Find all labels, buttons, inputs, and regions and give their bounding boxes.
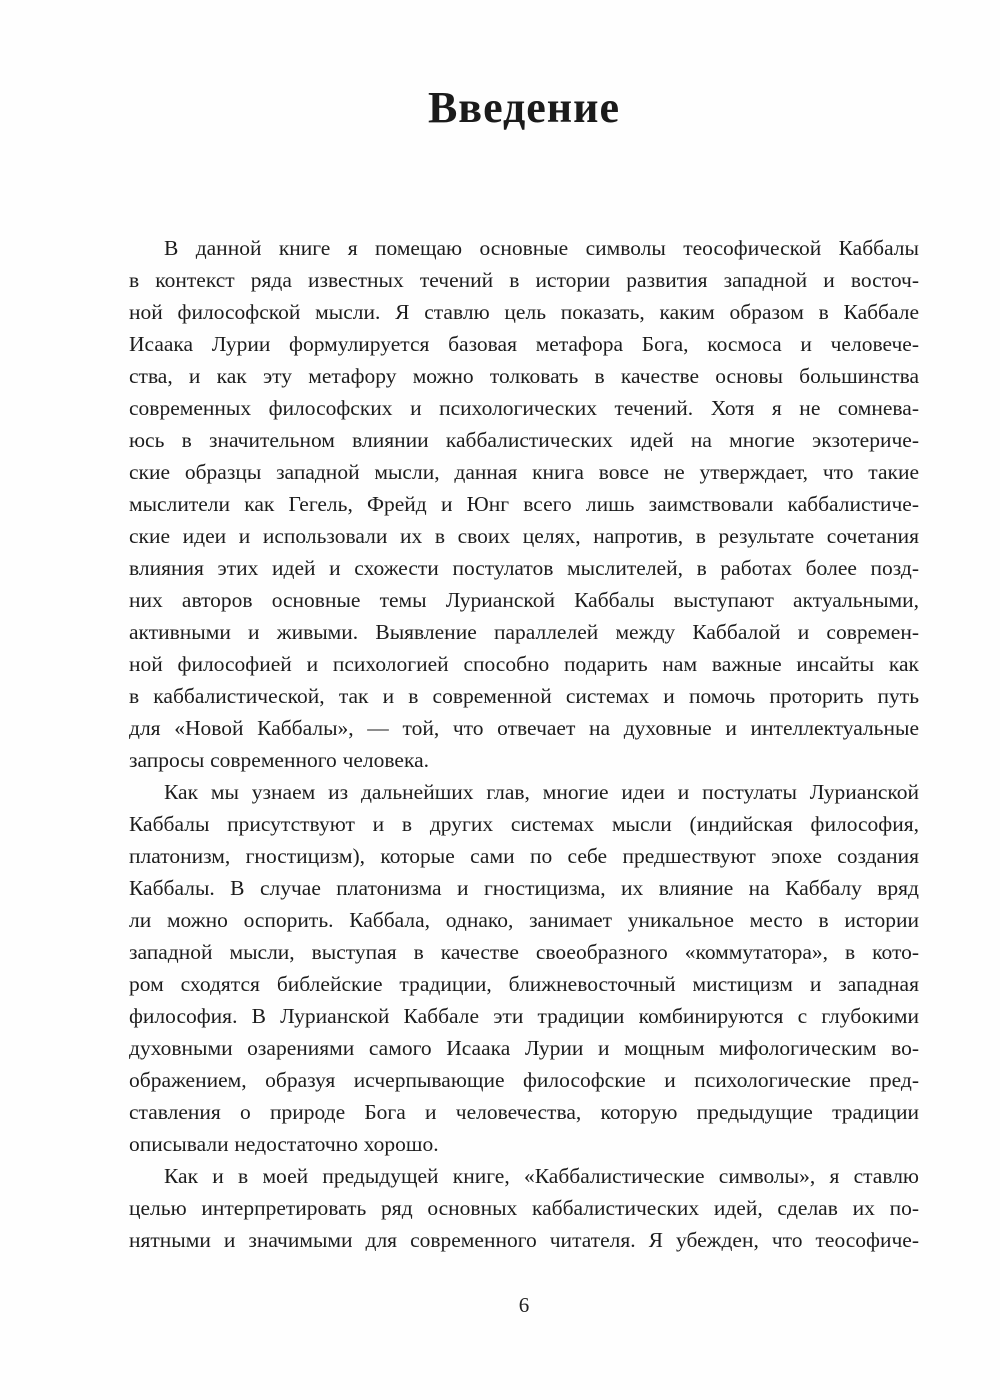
- text-line: юсь в значительном влиянии каббалистических идей на многие экзотериче-: [129, 428, 919, 452]
- text-line: духовными озарениями самого Исаака Лурии и мощным мифологическим во-: [129, 1036, 919, 1060]
- text-line: нятными и значимыми для современного читателя. Я убежден, что теософиче-: [129, 1228, 919, 1252]
- text-line: В данной книге я помещаю основные символы теософической Каббалы: [164, 236, 919, 260]
- text-line: западной мысли, выступая в качестве своеобразного «коммутатора», в кото-: [129, 940, 919, 964]
- body-text: [129, 232, 919, 1256]
- text-line: запросы современного человека.: [129, 748, 430, 772]
- text-line: влияния этих идей и схожести постулатов мыслителей, в работах более позд-: [129, 556, 919, 580]
- paragraph: [129, 1160, 919, 1256]
- text-line: Исаака Лурии формулируется базовая метафора Бога, космоса и человече-: [129, 332, 919, 356]
- paragraph: [129, 776, 919, 1160]
- text-line: платонизм, гностицизм), которые сами по себе предшествуют эпохе создания: [129, 844, 919, 868]
- text-line: целью интерпретировать ряд основных каббалистических идей, сделав их по-: [129, 1196, 919, 1220]
- text-line: ной философией и психологией способно подарить нам важные инсайты как: [129, 652, 919, 676]
- text-line: описывали недостаточно хорошо.: [129, 1132, 439, 1156]
- text-line: Как и в моей предыдущей книге, «Каббалистические символы», я ставлю: [164, 1164, 919, 1188]
- text-line: Каббалы присутствуют и в других системах мысли (индийская философия,: [129, 812, 919, 836]
- text-line: в контекст ряда известных течений в истории развития западной и восточ-: [129, 268, 919, 292]
- text-line: них авторов основные темы Лурианской Каббалы выступают актуальными,: [129, 588, 919, 612]
- paragraph: [129, 232, 919, 776]
- text-line: Как мы узнаем из дальнейших глав, многие идеи и постулаты Лурианской: [164, 780, 919, 804]
- chapter-title: Введение: [427, 83, 621, 132]
- text-line: ной философской мысли. Я ставлю цель показать, каким образом в Каббале: [129, 300, 919, 324]
- text-line: мыслители как Гегель, Фрейд и Юнг всего лишь заимствовали каббалистиче-: [129, 492, 919, 516]
- text-line: в каббалистической, так и в современной системах и помочь проторить путь: [129, 684, 919, 708]
- text-line: активными и живыми. Выявление параллелей между Каббалой и современ-: [129, 620, 919, 644]
- text-line: ства, и как эту метафору можно толковать в качестве основы большинства: [129, 364, 919, 388]
- text-column: [129, 0, 919, 1252]
- text-line: ставления о природе Бога и человечества, которую предыдущие традиции: [129, 1100, 919, 1124]
- text-line: философия. В Лурианской Каббале эти традиции комбинируются с глубокими: [129, 1004, 919, 1028]
- page-number: 6: [518, 1293, 530, 1317]
- text-line: ские идеи и использовали их в своих целях, напротив, в результате сочетания: [129, 524, 919, 548]
- text-line: для «Новой Каббалы», — той, что отвечает на духовные и интеллектуальные: [129, 716, 919, 740]
- text-line: Каббалы. В случае платонизма и гностицизма, их влияние на Каббалу вряд: [129, 876, 919, 900]
- text-line: ли можно оспорить. Каббала, однако, занимает уникальное место в истории: [129, 908, 919, 932]
- text-line: современных философских и психологических течений. Хотя я не сомнева-: [129, 396, 919, 420]
- text-line: ображением, образуя исчерпывающие философские и психологические пред-: [129, 1068, 919, 1092]
- text-line: ские образцы западной мысли, данная книга вовсе не утверждает, что такие: [129, 460, 919, 484]
- text-line: ром сходятся библейские традиции, ближневосточный мистицизм и западная: [129, 972, 919, 996]
